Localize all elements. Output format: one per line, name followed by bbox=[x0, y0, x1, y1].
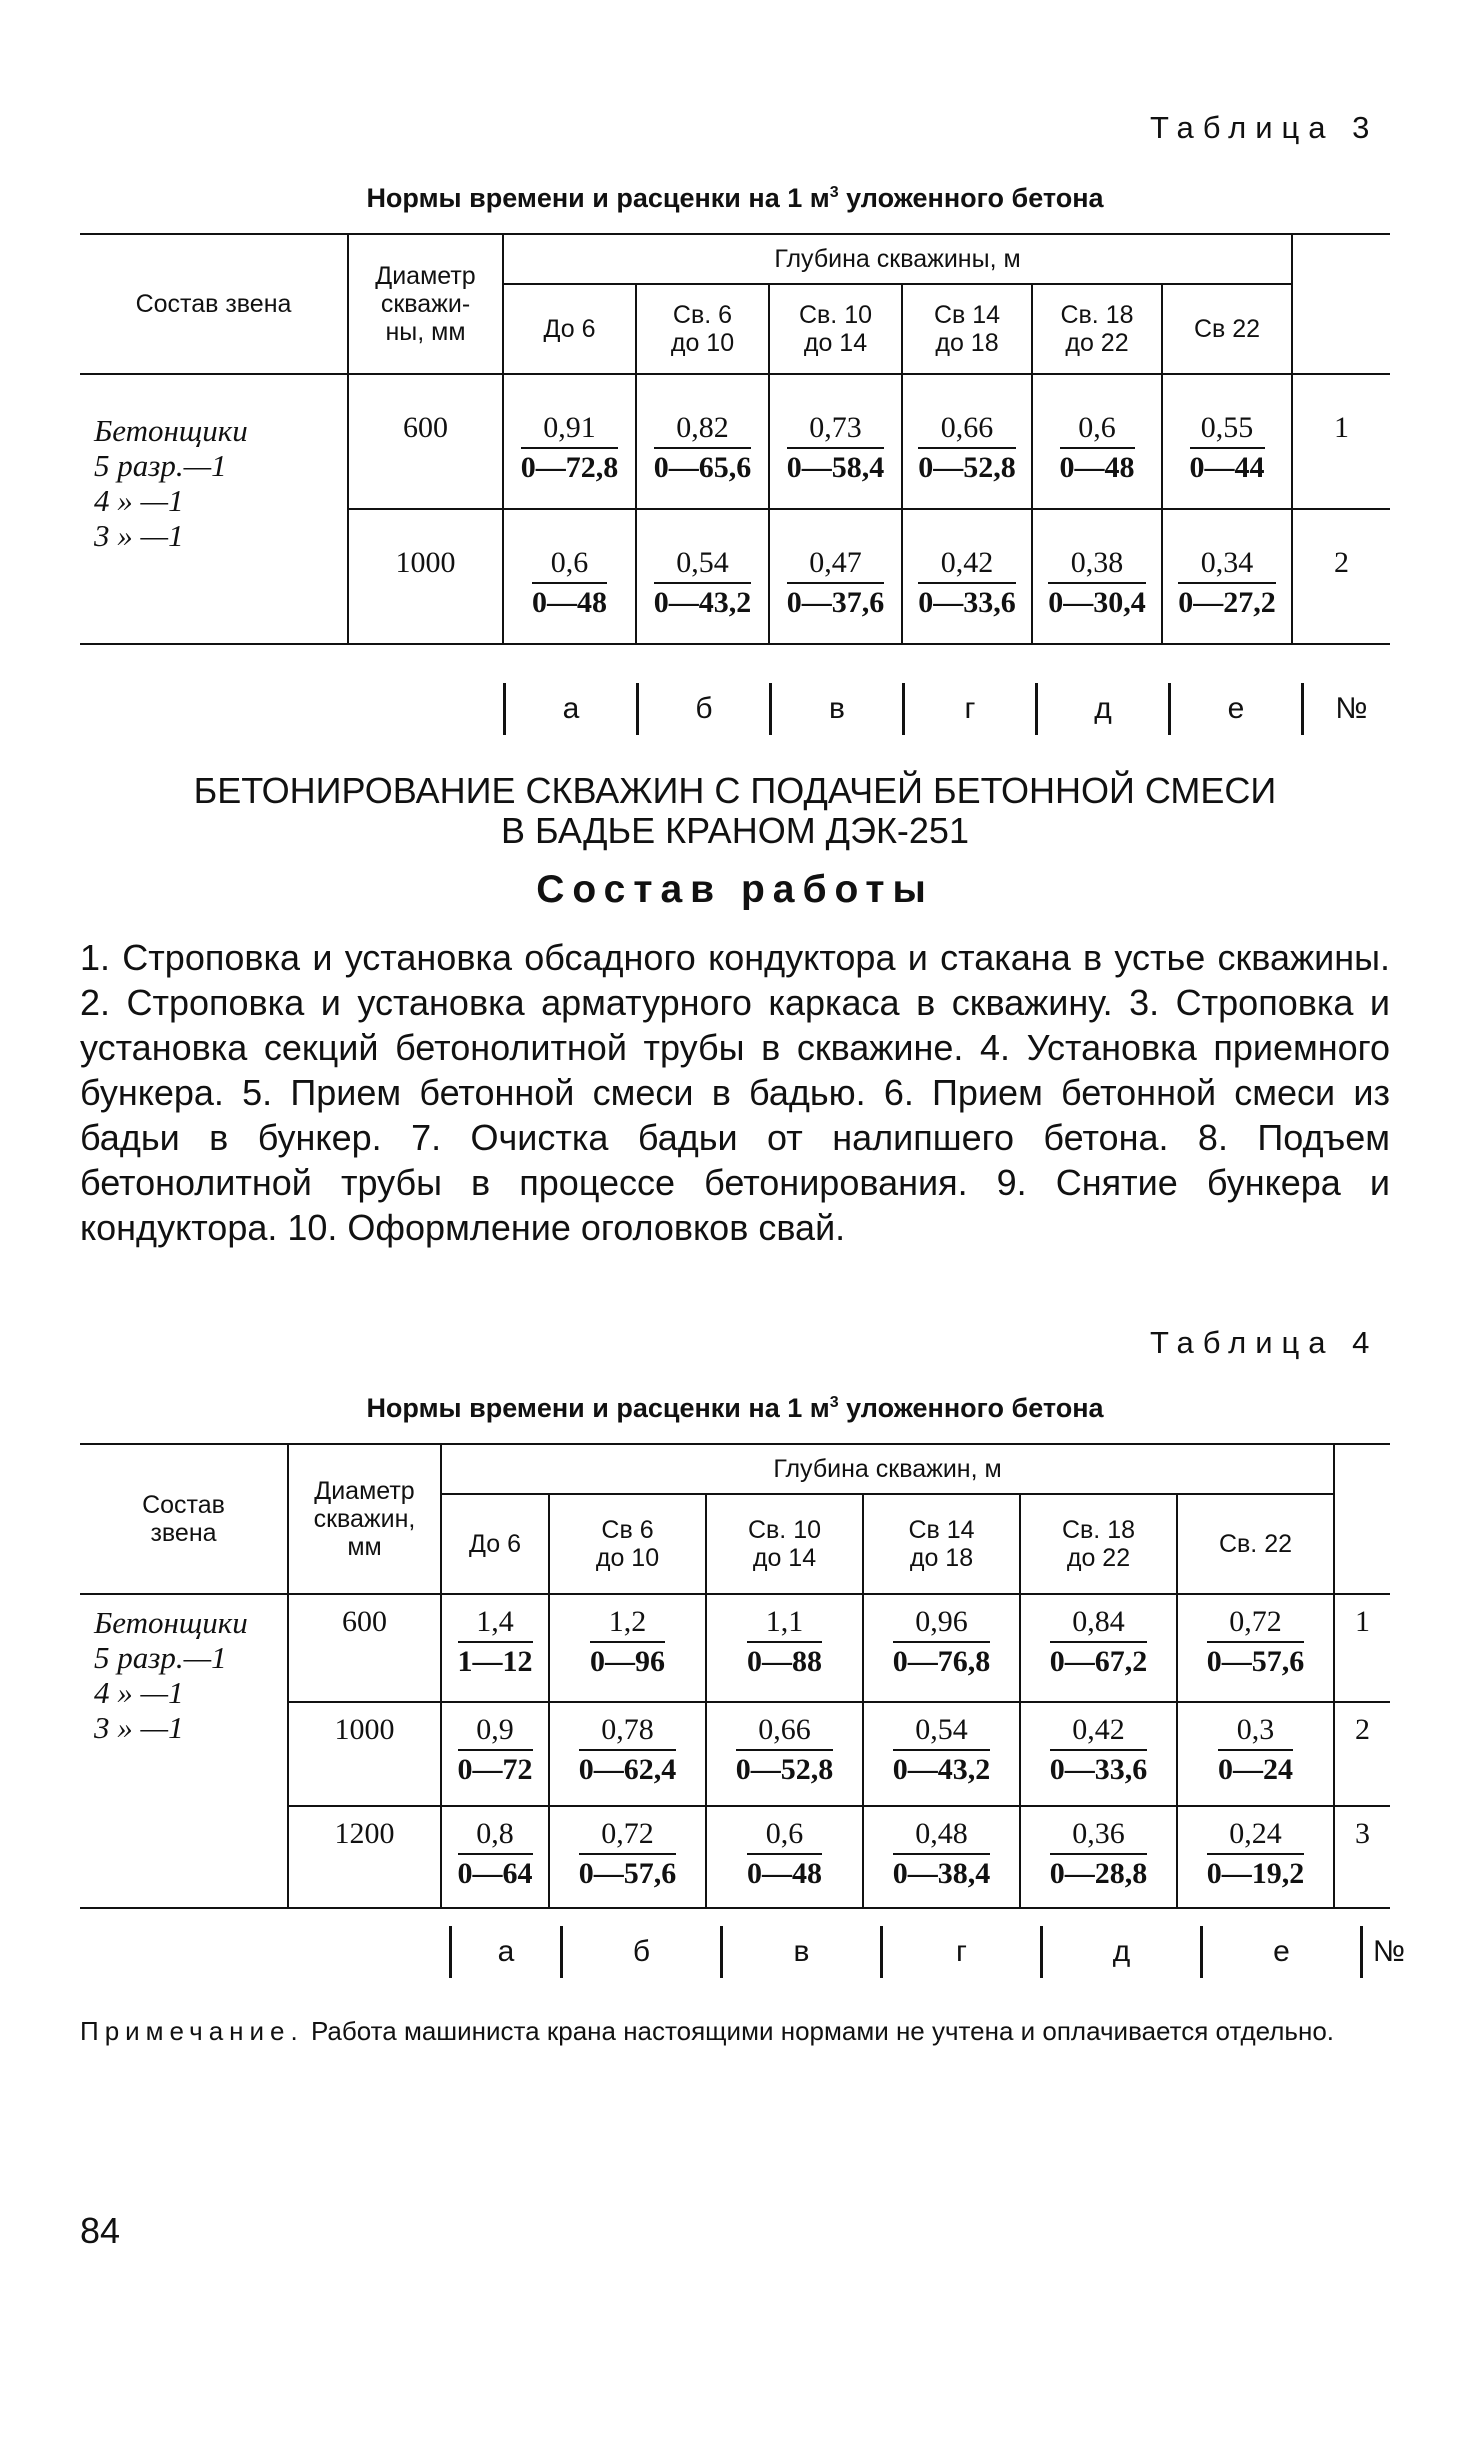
norm-cell: $\frac{0,54}{0—43,2}$ bbox=[863, 1702, 1020, 1806]
column-letter-number: № bbox=[1360, 1926, 1415, 1978]
row-number: 2 bbox=[1334, 1702, 1390, 1806]
column-letter: д bbox=[1035, 683, 1168, 735]
norm-cell: $\frac{0,96}{0—76,8}$ bbox=[863, 1594, 1020, 1702]
col-header-v: Св. 10 до 14 bbox=[769, 284, 902, 374]
norm-cell: $\frac{0,78}{0—62,4}$ bbox=[549, 1702, 706, 1806]
norm-cell: $\frac{0,6}{0—48}$ bbox=[706, 1806, 863, 1908]
norm-cell: $\frac{0,42}{0—33,6}$ bbox=[1020, 1702, 1177, 1806]
note bbox=[80, 2013, 1390, 2049]
norm-cell: $\frac{0,36}{0—28,8}$ bbox=[1020, 1806, 1177, 1908]
norm-cell: $\frac{1,1}{0—88}$ bbox=[706, 1594, 863, 1702]
norm-cell: $\frac{0,24}{0—19,2}$ bbox=[1177, 1806, 1334, 1908]
col-header-a: До 6 bbox=[503, 284, 636, 374]
crew-composition: Бетонщики 5 разр.—1 4 » —1 3 » —1 bbox=[80, 1594, 288, 1908]
norm-cell: $\frac{0,91}{0—72,8}$ bbox=[503, 374, 636, 509]
norm-cell: $\frac{0,66}{0—52,8}$ bbox=[706, 1702, 863, 1806]
norm-cell: $\frac{0,82}{0—65,6}$ bbox=[636, 374, 769, 509]
column-letter: в bbox=[720, 1926, 880, 1978]
work-description: 1. Строповка и установка обсадного кондуктора и стакана в устье скважины. 2. Строповка и установка арматурного каркаса в скважину. 3. Строповка и установка секций бетонолитной трубы в скважине. 4. Установка приемного бункера. 5. Прием бетонной смеси в бадью. 6. Прием бетонной смеси из бадьи в бункер. 7. Очистка бадьи от налипшего бетона. 8. Подъем бетонолитной трубы в процессе бетонирования. 9. Снятие бункера и кондуктора. 10. Оформление оголовков свай. bbox=[80, 937, 1390, 1248]
norm-cell: $\frac{0,8}{0—64}$ bbox=[441, 1806, 549, 1908]
norm-cell: $\frac{0,55}{0—44}$ bbox=[1162, 374, 1292, 509]
col-header-e: Св 22 bbox=[1162, 284, 1292, 374]
section-title-line2: В БАДЬЕ КРАНОМ ДЭК-251 bbox=[501, 810, 969, 851]
table3-caption: Нормы времени и расценки на 1 $м^3$ уложенного бетона bbox=[366, 183, 1104, 213]
norm-cell: $\frac{0,66}{0—52,8}$ bbox=[902, 374, 1032, 509]
norm-cell: $\frac{0,72}{0—57,6}$ bbox=[549, 1806, 706, 1908]
table4-label: Таблица 4 bbox=[1150, 1325, 1379, 1360]
depth-header: Глубина скважины, м bbox=[503, 234, 1292, 284]
diameter-header: Диаметр скважин, мм bbox=[288, 1444, 441, 1594]
col-header-a: До 6 bbox=[441, 1494, 549, 1594]
diameter-value: 1000 bbox=[348, 509, 503, 644]
col-header-e: Св. 22 bbox=[1177, 1494, 1334, 1594]
column-letter: е bbox=[1168, 683, 1301, 735]
note-label: Примечание. bbox=[80, 2016, 304, 2046]
section-subtitle: Состав работы bbox=[536, 868, 934, 911]
table3-label: Таблица 3 bbox=[1150, 110, 1379, 145]
norm-cell: $\frac{0,72}{0—57,6}$ bbox=[1177, 1594, 1334, 1702]
column-letter: г bbox=[880, 1926, 1040, 1978]
row-number: 3 bbox=[1334, 1806, 1390, 1908]
norm-cell: $\frac{0,38}{0—30,4}$ bbox=[1032, 509, 1162, 644]
header-spacer bbox=[1292, 234, 1390, 374]
norm-cell: $\frac{0,42}{0—33,6}$ bbox=[902, 509, 1032, 644]
diameter-value: 1000 bbox=[288, 1702, 441, 1806]
row-number: 2 bbox=[1292, 509, 1390, 644]
norm-cell: $\frac{1,2}{0—96}$ bbox=[549, 1594, 706, 1702]
table4 bbox=[80, 1443, 1390, 1909]
col-header-b: Св. 6 до 10 bbox=[636, 284, 769, 374]
column-letter: б bbox=[560, 1926, 720, 1978]
column-letter: в bbox=[769, 683, 902, 735]
col-header-b: Св 6 до 10 bbox=[549, 1494, 706, 1594]
crew-header: Состав звена bbox=[80, 234, 348, 374]
norm-cell: $\frac{0,6}{0—48}$ bbox=[503, 509, 636, 644]
norm-cell: $\frac{1,4}{1—12}$ bbox=[441, 1594, 549, 1702]
norm-cell: $\frac{0,47}{0—37,6}$ bbox=[769, 509, 902, 644]
table3 bbox=[80, 233, 1390, 645]
row-number: 1 bbox=[1292, 374, 1390, 509]
norm-cell: $\frac{0,48}{0—38,4}$ bbox=[863, 1806, 1020, 1908]
column-letter: д bbox=[1040, 1926, 1200, 1978]
norm-cell: $\frac{0,3}{0—24}$ bbox=[1177, 1702, 1334, 1806]
col-header-g: Св 14 до 18 bbox=[863, 1494, 1020, 1594]
table3-column-letters bbox=[503, 683, 1399, 735]
norm-cell: $\frac{0,34}{0—27,2}$ bbox=[1162, 509, 1292, 644]
page-number: 84 bbox=[80, 2210, 121, 2251]
header-spacer bbox=[1334, 1444, 1390, 1594]
column-letter: а bbox=[449, 1926, 560, 1978]
col-header-g: Св 14 до 18 bbox=[902, 284, 1032, 374]
depth-header: Глубина скважин, м bbox=[441, 1444, 1334, 1494]
diameter-value: 1200 bbox=[288, 1806, 441, 1908]
column-letter-number: № bbox=[1301, 683, 1399, 735]
column-letter: а bbox=[503, 683, 636, 735]
table4-column-letters bbox=[449, 1926, 1415, 1978]
table4-caption: Нормы времени и расценки на 1 $м^3$ уложенного бетона bbox=[366, 1393, 1104, 1423]
crew-composition: Бетонщики 5 разр.—1 4 » —1 3 » —1 bbox=[80, 374, 348, 644]
crew-header: Состав звена bbox=[80, 1444, 288, 1594]
diameter-value: 600 bbox=[348, 374, 503, 509]
diameter-value: 600 bbox=[288, 1594, 441, 1702]
norm-cell: $\frac{0,6}{0—48}$ bbox=[1032, 374, 1162, 509]
diameter-header: Диаметр скважи- ны, мм bbox=[348, 234, 503, 374]
column-letter: б bbox=[636, 683, 769, 735]
section-title-line1: БЕТОНИРОВАНИЕ СКВАЖИН С ПОДАЧЕЙ БЕТОННОЙ СМЕСИ bbox=[193, 770, 1277, 811]
norm-cell: $\frac{0,9}{0—72}$ bbox=[441, 1702, 549, 1806]
col-header-d: Св. 18 до 22 bbox=[1032, 284, 1162, 374]
column-letter: г bbox=[902, 683, 1035, 735]
column-letter: е bbox=[1200, 1926, 1360, 1978]
col-header-v: Св. 10 до 14 bbox=[706, 1494, 863, 1594]
norm-cell: $\frac{0,54}{0—43,2}$ bbox=[636, 509, 769, 644]
norm-cell: $\frac{0,73}{0—58,4}$ bbox=[769, 374, 902, 509]
norm-cell: $\frac{0,84}{0—67,2}$ bbox=[1020, 1594, 1177, 1702]
note-text: Работа машиниста крана настоящими нормами не учтена и оплачивается отдельно. bbox=[303, 2016, 1335, 2046]
row-number: 1 bbox=[1334, 1594, 1390, 1702]
col-header-d: Св. 18 до 22 bbox=[1020, 1494, 1177, 1594]
